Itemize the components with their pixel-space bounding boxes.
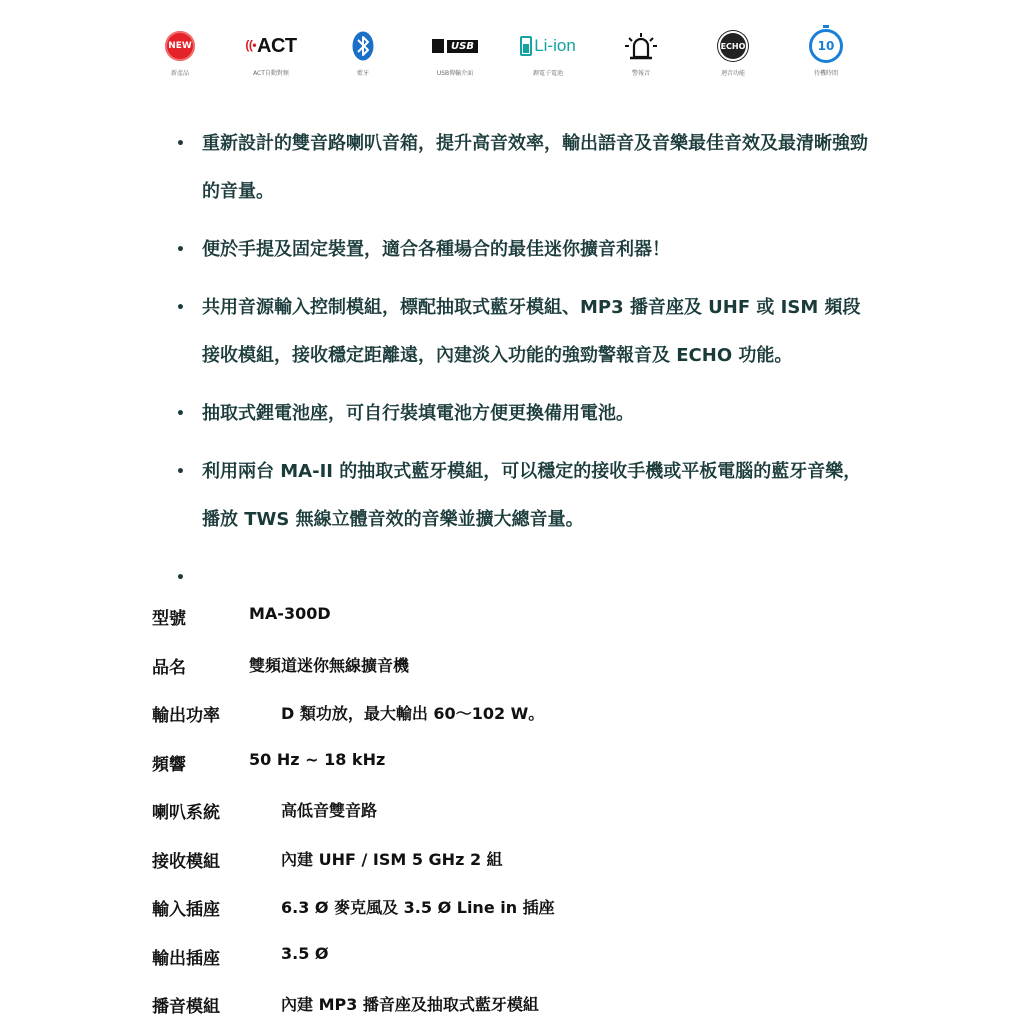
list-item: • 重新設計的雙音路喇叭音箱，提升高音效率，輸出語音及音樂最佳音效及最清晰強勁的音量。	[176, 120, 876, 216]
spec-value: 3.5 Ø	[281, 943, 329, 963]
feature-alarm	[596, 26, 686, 77]
spec-label: 輸出功率	[152, 706, 220, 726]
feature-new	[135, 26, 225, 77]
spec-value: 高低音雙音路	[281, 801, 378, 820]
feature-caption: 警報音	[631, 70, 650, 77]
li-ion-icon: Li-ion	[520, 36, 576, 56]
spec-label: 輸出插座	[152, 948, 220, 969]
spec-table	[152, 592, 872, 1029]
spec-value: 雙頻道迷你無線擴音機	[249, 655, 410, 675]
spec-row	[152, 738, 872, 787]
spec-value: D 類功放，最大輸出 60～102 W。	[281, 704, 545, 723]
spec-value: 50 Hz ~ 18 kHz	[249, 749, 386, 769]
list-item: • 共用音源輸入控制模組，標配抽取式藍牙模組、MP3 播音座及 UHF 或 ISM 頻段接收模組，接收穩定距離遠，內建淡入功能的強勁警報音及 ECHO 功能。	[176, 284, 876, 380]
list-item: • 利用兩台 MA-II 的抽取式藍牙模組，可以穩定的接收手機或平板電腦的藍牙音樂，播放 TWS 無線立體音效的音樂並擴大總音量。	[176, 448, 876, 544]
spec-label: 播音模組	[152, 997, 220, 1017]
spec-row	[152, 980, 872, 1029]
spec-row	[152, 641, 872, 690]
list-item: • 便於手提及固定裝置，適合各種場合的最佳迷你擴音利器！	[176, 226, 876, 274]
list-item: • 抽取式鋰電池座，可自行裝填電池方便更換備用電池。	[176, 390, 876, 438]
feature-icon-strip	[0, 26, 1024, 86]
spec-row	[152, 786, 872, 835]
spec-row	[152, 689, 872, 738]
act-icon: ((•ACT	[245, 34, 297, 57]
feature-caption: 迴音功能	[720, 70, 745, 77]
feature-caption: 新產品	[170, 70, 189, 77]
feature-timer	[781, 26, 871, 77]
timer-icon: 10	[809, 29, 843, 63]
spec-label: 喇叭系統	[152, 803, 220, 823]
spec-label: 輸入插座	[152, 900, 220, 920]
feature-caption: 藍牙	[356, 70, 369, 77]
feature-caption: 鋰電子電池	[532, 70, 563, 77]
echo-icon: ECHO	[718, 31, 748, 61]
feature-list	[176, 120, 876, 612]
spec-label: 型號	[152, 609, 186, 629]
feature-usb	[410, 26, 500, 77]
bluetooth-icon	[352, 31, 374, 61]
feature-bluetooth	[318, 26, 408, 77]
feature-caption: ACT自動對頻	[253, 70, 289, 77]
spec-label: 頻響	[152, 754, 186, 775]
feature-echo	[688, 26, 778, 77]
spec-value: MA-300D	[249, 604, 331, 623]
spec-row	[152, 883, 872, 932]
feature-caption: 待機時間	[813, 70, 838, 77]
usb-icon: USB	[432, 39, 478, 53]
feature-caption: USB傳輸介面	[436, 70, 474, 77]
feature-act	[226, 26, 316, 77]
alarm-icon	[624, 31, 658, 61]
new-icon: NEW	[165, 31, 195, 61]
spec-label: 品名	[152, 657, 186, 678]
spec-value: 6.3 Ø 麥克風及 3.5 Ø Line in 插座	[281, 898, 555, 917]
spec-row	[152, 932, 872, 981]
spec-label: 接收模組	[152, 851, 220, 872]
spec-row	[152, 592, 872, 641]
spec-row	[152, 835, 872, 884]
spec-value: 內建 MP3 播音座及抽取式藍牙模組	[281, 995, 539, 1014]
spec-value: 內建 UHF / ISM 5 GHz 2 組	[281, 849, 503, 869]
feature-li-ion	[503, 26, 593, 77]
